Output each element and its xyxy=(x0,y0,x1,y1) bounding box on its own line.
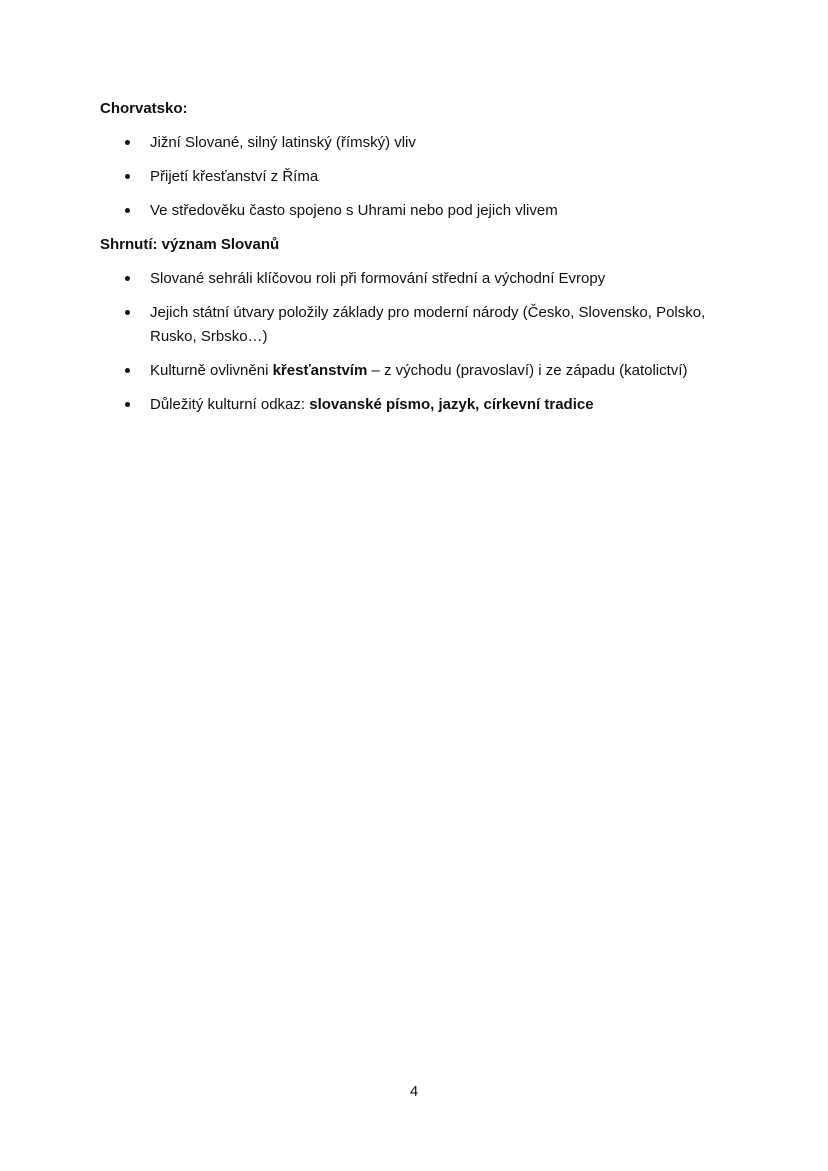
bullet-icon xyxy=(125,140,130,145)
page-number: 4 xyxy=(409,1083,419,1100)
bullet-icon xyxy=(125,310,130,315)
section-heading-chorvatsko: Chorvatsko: xyxy=(100,100,188,117)
bullet-list-shrnuti xyxy=(100,267,740,417)
page-content xyxy=(100,97,740,427)
list-item-text: Jižní Slované, silný latinský (římský) vliv xyxy=(150,134,416,151)
list-item-text-pre: Kulturně ovlivněni xyxy=(150,362,273,379)
list-item-text: Jejich státní útvary položily základy pro moderní národy (Česko, Slovensko, Polsko, Rusko, Srbsko…) xyxy=(150,304,706,345)
list-item-text: Přijetí křesťanství z Říma xyxy=(150,168,319,185)
list-item-text: Slované sehráli klíčovou roli při formování střední a východní Evropy xyxy=(150,270,606,287)
bullet-list-chorvatsko xyxy=(100,131,740,223)
section-heading-shrnuti: Shrnutí: význam Slovanů xyxy=(100,236,280,253)
list-item xyxy=(100,267,740,291)
list-item-text-post: – z východu (pravoslaví) i ze západu (katolictví) xyxy=(367,362,688,379)
list-item xyxy=(100,301,740,349)
list-item-text: Ve středověku často spojeno s Uhrami nebo pod jejich vlivem xyxy=(150,202,558,219)
bullet-icon xyxy=(125,174,130,179)
list-item xyxy=(100,359,740,383)
bullet-icon xyxy=(125,402,130,407)
bullet-icon xyxy=(125,276,130,281)
list-item-text-bold: slovanské písmo, jazyk, církevní tradice xyxy=(309,396,594,413)
list-item-text-pre: Důležitý kulturní odkaz: xyxy=(150,396,310,413)
bullet-icon xyxy=(125,208,130,213)
list-item xyxy=(100,165,740,189)
bullet-icon xyxy=(125,368,130,373)
list-item xyxy=(100,131,740,155)
list-item-text-bold: křesťanstvím xyxy=(272,362,368,379)
list-item xyxy=(100,393,740,417)
list-item xyxy=(100,199,740,223)
